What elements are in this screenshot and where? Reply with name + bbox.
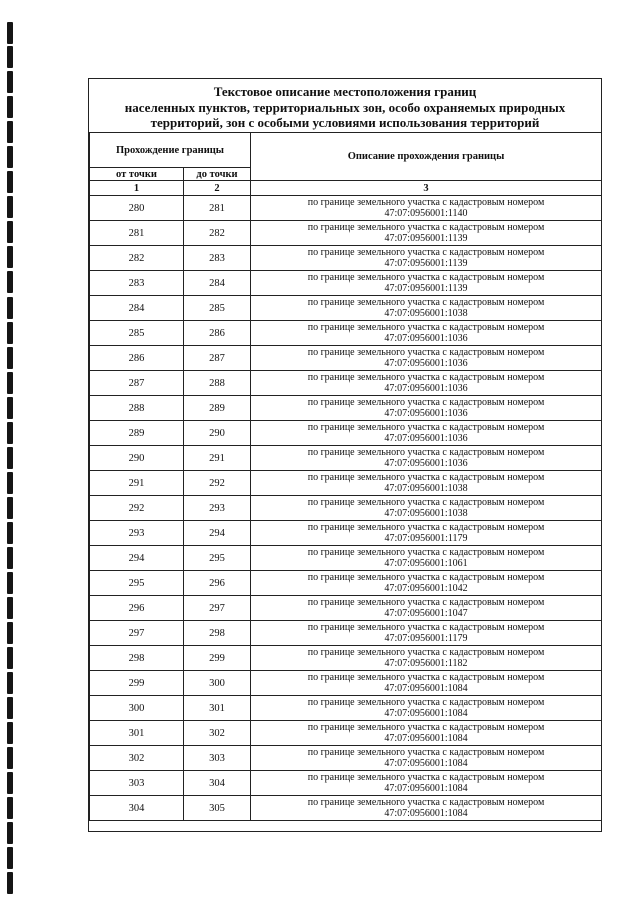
description-cell xyxy=(251,446,602,471)
binding-hole xyxy=(7,372,13,394)
binding-hole xyxy=(7,246,13,268)
binding-hole xyxy=(7,597,13,619)
description-cell xyxy=(251,646,602,671)
header-passage: Прохождение границы xyxy=(90,133,251,168)
table-header-row xyxy=(90,133,602,168)
cadastral-number: 47:07:0956001:1036 xyxy=(384,383,468,394)
from-point-cell: 281 xyxy=(90,221,184,246)
description-cell xyxy=(251,221,602,246)
to-point-cell: 303 xyxy=(184,746,251,771)
description-text: по границе земельного участка с кадастровым номером xyxy=(307,472,545,483)
to-point-cell: 296 xyxy=(184,571,251,596)
binding-hole xyxy=(7,872,13,894)
binding-hole xyxy=(7,96,13,118)
binding-hole xyxy=(7,297,13,319)
cadastral-number: 47:07:0956001:1139 xyxy=(384,233,468,244)
description-cell xyxy=(251,346,602,371)
binding-hole xyxy=(7,271,13,293)
from-point-cell: 296 xyxy=(90,596,184,621)
table-row xyxy=(90,721,602,746)
description-text: по границе земельного участка с кадастровым номером xyxy=(307,772,545,783)
table-row xyxy=(90,346,602,371)
column-number-row xyxy=(90,181,602,196)
title-line-3: территорий, зон с особыми условиями использования территорий xyxy=(150,115,540,130)
to-point-cell: 292 xyxy=(184,471,251,496)
from-point-cell: 301 xyxy=(90,721,184,746)
description-text: по границе земельного участка с кадастровым номером xyxy=(307,722,545,733)
cadastral-number: 47:07:0956001:1036 xyxy=(384,333,468,344)
binding-hole xyxy=(7,146,13,168)
description-cell xyxy=(251,521,602,546)
from-point-cell: 280 xyxy=(90,196,184,221)
to-point-cell: 289 xyxy=(184,396,251,421)
to-point-cell: 295 xyxy=(184,546,251,571)
description-cell xyxy=(251,421,602,446)
cadastral-number: 47:07:0956001:1179 xyxy=(384,533,468,544)
header-to-point: до точки xyxy=(184,168,251,181)
to-point-cell: 305 xyxy=(184,796,251,821)
boundary-table xyxy=(89,132,602,821)
binding-hole xyxy=(7,46,13,68)
table-row xyxy=(90,621,602,646)
to-point-cell: 302 xyxy=(184,721,251,746)
to-point-cell: 304 xyxy=(184,771,251,796)
cadastral-number: 47:07:0956001:1042 xyxy=(384,583,468,594)
binding-hole xyxy=(7,797,13,819)
binding-hole xyxy=(7,747,13,769)
description-text: по границе земельного участка с кадастровым номером xyxy=(307,747,545,758)
from-point-cell: 303 xyxy=(90,771,184,796)
from-point-cell: 293 xyxy=(90,521,184,546)
from-point-cell: 290 xyxy=(90,446,184,471)
table-row xyxy=(90,396,602,421)
description-cell xyxy=(251,496,602,521)
table-row xyxy=(90,671,602,696)
cadastral-number: 47:07:0956001:1084 xyxy=(384,808,468,819)
description-text: по границе земельного участка с кадастровым номером xyxy=(307,247,545,258)
description-cell xyxy=(251,621,602,646)
to-point-cell: 284 xyxy=(184,271,251,296)
binding-hole xyxy=(7,447,13,469)
cadastral-number: 47:07:0956001:1084 xyxy=(384,783,468,794)
description-text: по границе земельного участка с кадастровым номером xyxy=(307,322,545,333)
description-text: по границе земельного участка с кадастровым номером xyxy=(307,522,545,533)
description-cell xyxy=(251,671,602,696)
from-point-cell: 288 xyxy=(90,396,184,421)
to-point-cell: 288 xyxy=(184,371,251,396)
to-point-cell: 298 xyxy=(184,621,251,646)
cadastral-number: 47:07:0956001:1084 xyxy=(384,683,468,694)
table-row xyxy=(90,646,602,671)
from-point-cell: 292 xyxy=(90,496,184,521)
to-point-cell: 283 xyxy=(184,246,251,271)
table-row xyxy=(90,746,602,771)
table-row xyxy=(90,296,602,321)
description-cell xyxy=(251,196,602,221)
cadastral-number: 47:07:0956001:1139 xyxy=(384,258,468,269)
cadastral-number: 47:07:0956001:1047 xyxy=(384,608,468,619)
binding-hole xyxy=(7,347,13,369)
header-from-point: от точки xyxy=(90,168,184,181)
title-line-1: Текстовое описание местоположения границ xyxy=(213,84,477,99)
table-row xyxy=(90,771,602,796)
cadastral-number: 47:07:0956001:1036 xyxy=(384,408,468,419)
from-point-cell: 294 xyxy=(90,546,184,571)
column-number-1: 1 xyxy=(90,181,184,196)
table-row xyxy=(90,271,602,296)
binding-hole xyxy=(7,622,13,644)
binding-hole xyxy=(7,71,13,93)
description-text: по границе земельного участка с кадастровым номером xyxy=(307,197,545,208)
description-text: по границе земельного участка с кадастровым номером xyxy=(307,572,545,583)
from-point-cell: 283 xyxy=(90,271,184,296)
binding-hole xyxy=(7,547,13,569)
table-row xyxy=(90,796,602,821)
table-row xyxy=(90,421,602,446)
binding-hole xyxy=(7,472,13,494)
to-point-cell: 293 xyxy=(184,496,251,521)
description-cell xyxy=(251,246,602,271)
binding-hole xyxy=(7,322,13,344)
binding-hole xyxy=(7,22,13,44)
description-text: по границе земельного участка с кадастровым номером xyxy=(307,547,545,558)
to-point-cell: 285 xyxy=(184,296,251,321)
table-row xyxy=(90,446,602,471)
cadastral-number: 47:07:0956001:1179 xyxy=(384,633,468,644)
from-point-cell: 304 xyxy=(90,796,184,821)
binding-hole xyxy=(7,697,13,719)
column-number-3: 3 xyxy=(251,181,602,196)
from-point-cell: 298 xyxy=(90,646,184,671)
from-point-cell: 291 xyxy=(90,471,184,496)
description-text: по границе земельного участка с кадастровым номером xyxy=(307,647,545,658)
description-text: по границе земельного участка с кадастровым номером xyxy=(307,497,545,508)
cadastral-number: 47:07:0956001:1140 xyxy=(384,208,468,219)
description-cell xyxy=(251,746,602,771)
from-point-cell: 299 xyxy=(90,671,184,696)
binding-hole xyxy=(7,847,13,869)
to-point-cell: 301 xyxy=(184,696,251,721)
binding-hole xyxy=(7,572,13,594)
binding-hole xyxy=(7,121,13,143)
cadastral-number: 47:07:0956001:1038 xyxy=(384,483,468,494)
binding-hole xyxy=(7,221,13,243)
from-point-cell: 289 xyxy=(90,421,184,446)
binding-hole xyxy=(7,196,13,218)
table-row xyxy=(90,696,602,721)
description-cell xyxy=(251,696,602,721)
to-point-cell: 297 xyxy=(184,596,251,621)
to-point-cell: 300 xyxy=(184,671,251,696)
description-cell xyxy=(251,546,602,571)
cadastral-number: 47:07:0956001:1139 xyxy=(384,283,468,294)
from-point-cell: 302 xyxy=(90,746,184,771)
table-row xyxy=(90,571,602,596)
header-description: Описание прохождения границы xyxy=(251,133,602,181)
binding-hole xyxy=(7,397,13,419)
from-point-cell: 284 xyxy=(90,296,184,321)
table-row xyxy=(90,196,602,221)
table-row xyxy=(90,246,602,271)
cadastral-number: 47:07:0956001:1036 xyxy=(384,433,468,444)
cadastral-number: 47:07:0956001:1182 xyxy=(384,658,468,669)
cadastral-number: 47:07:0956001:1084 xyxy=(384,758,468,769)
table-row xyxy=(90,221,602,246)
table-row xyxy=(90,596,602,621)
table-row xyxy=(90,521,602,546)
description-cell xyxy=(251,596,602,621)
cadastral-number: 47:07:0956001:1036 xyxy=(384,458,468,469)
from-point-cell: 282 xyxy=(90,246,184,271)
description-cell xyxy=(251,721,602,746)
from-point-cell: 286 xyxy=(90,346,184,371)
cadastral-number: 47:07:0956001:1038 xyxy=(384,308,468,319)
description-cell xyxy=(251,471,602,496)
description-text: по границе земельного участка с кадастровым номером xyxy=(307,697,545,708)
binding-hole xyxy=(7,822,13,844)
binding-hole xyxy=(7,722,13,744)
description-text: по границе земельного участка с кадастровым номером xyxy=(307,622,545,633)
table-row xyxy=(90,321,602,346)
description-text: по границе земельного участка с кадастровым номером xyxy=(307,597,545,608)
description-cell xyxy=(251,271,602,296)
description-text: по границе земельного участка с кадастровым номером xyxy=(307,397,545,408)
description-text: по границе земельного участка с кадастровым номером xyxy=(307,372,545,383)
column-number-2: 2 xyxy=(184,181,251,196)
cadastral-number: 47:07:0956001:1084 xyxy=(384,733,468,744)
to-point-cell: 290 xyxy=(184,421,251,446)
description-text: по границе земельного участка с кадастровым номером xyxy=(307,272,545,283)
title-line-2: населенных пунктов, территориальных зон, особо охраняемых природных xyxy=(124,99,566,115)
description-text: по границе земельного участка с кадастровым номером xyxy=(307,422,545,433)
description-cell xyxy=(251,571,602,596)
description-cell xyxy=(251,296,602,321)
binding-holes xyxy=(7,0,14,905)
description-text: по границе земельного участка с кадастровым номером xyxy=(307,672,545,683)
to-point-cell: 281 xyxy=(184,196,251,221)
description-cell xyxy=(251,396,602,421)
description-text: по границе земельного участка с кадастровым номером xyxy=(307,797,545,808)
from-point-cell: 287 xyxy=(90,371,184,396)
binding-hole xyxy=(7,772,13,794)
cadastral-number: 47:07:0956001:1036 xyxy=(384,358,468,369)
binding-hole xyxy=(7,171,13,193)
cadastral-number: 47:07:0956001:1061 xyxy=(384,558,468,569)
table-row xyxy=(90,371,602,396)
binding-hole xyxy=(7,647,13,669)
to-point-cell: 294 xyxy=(184,521,251,546)
binding-hole xyxy=(7,672,13,694)
binding-hole xyxy=(7,522,13,544)
from-point-cell: 295 xyxy=(90,571,184,596)
to-point-cell: 282 xyxy=(184,221,251,246)
description-cell xyxy=(251,321,602,346)
to-point-cell: 291 xyxy=(184,446,251,471)
binding-hole xyxy=(7,422,13,444)
document-title xyxy=(88,84,602,131)
from-point-cell: 297 xyxy=(90,621,184,646)
from-point-cell: 300 xyxy=(90,696,184,721)
cadastral-number: 47:07:0956001:1084 xyxy=(384,708,468,719)
binding-hole xyxy=(7,497,13,519)
description-cell xyxy=(251,371,602,396)
description-text: по границе земельного участка с кадастровым номером xyxy=(307,347,545,358)
to-point-cell: 299 xyxy=(184,646,251,671)
description-text: по границе земельного участка с кадастровым номером xyxy=(307,297,545,308)
to-point-cell: 286 xyxy=(184,321,251,346)
description-text: по границе земельного участка с кадастровым номером xyxy=(307,447,545,458)
table-row xyxy=(90,546,602,571)
cadastral-number: 47:07:0956001:1038 xyxy=(384,508,468,519)
description-cell xyxy=(251,771,602,796)
description-text: по границе земельного участка с кадастровым номером xyxy=(307,222,545,233)
to-point-cell: 287 xyxy=(184,346,251,371)
description-cell xyxy=(251,796,602,821)
from-point-cell: 285 xyxy=(90,321,184,346)
table-row xyxy=(90,471,602,496)
table-row xyxy=(90,496,602,521)
